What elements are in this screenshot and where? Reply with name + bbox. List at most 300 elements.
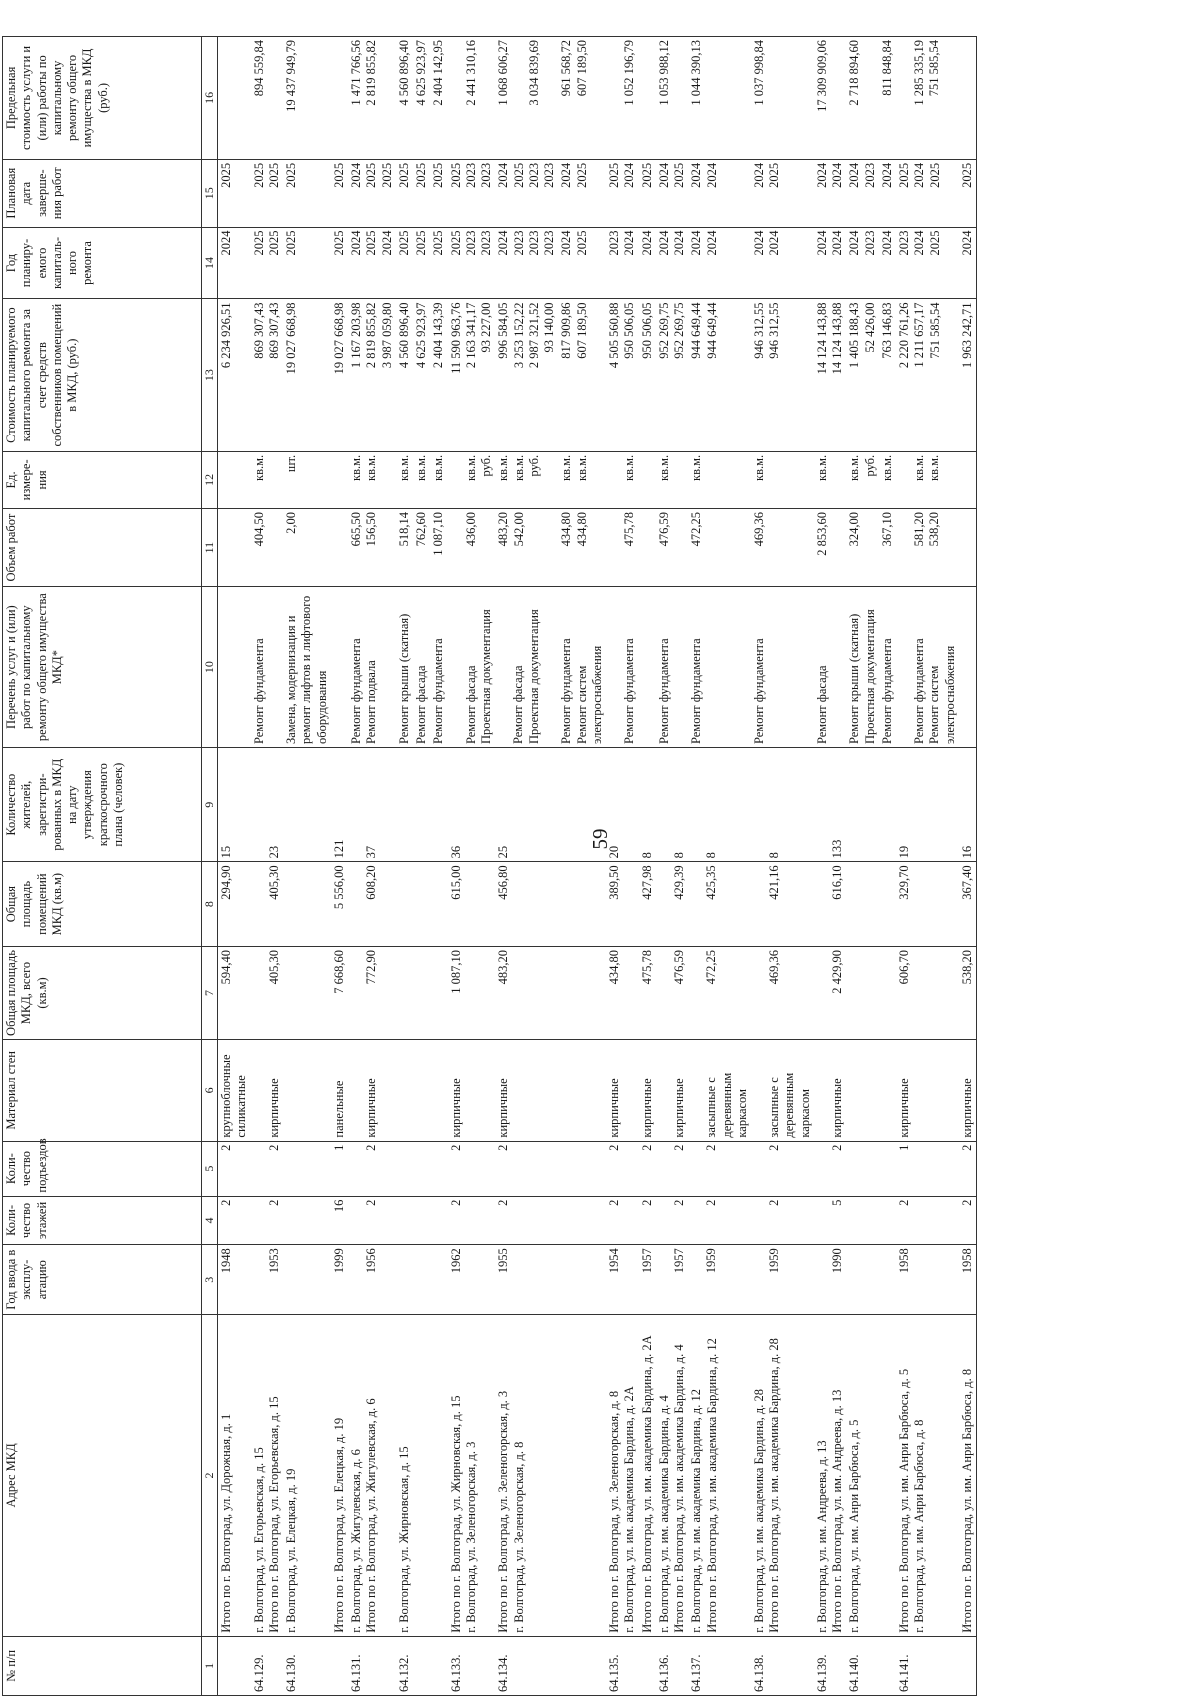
- cell-col-11: [879, 508, 896, 586]
- cell-col-2: [283, 1315, 331, 1637]
- column-number: 3: [202, 1245, 218, 1315]
- cell-col-4: [639, 1196, 656, 1245]
- cell-line: Итого по г. Волгоград, ул. Дорожная, д. 1: [219, 1413, 233, 1633]
- cell-line: 2023: [862, 230, 877, 256]
- cell-col-12: [656, 451, 689, 508]
- cell-col-16: [251, 37, 284, 160]
- table-row: [751, 37, 814, 1696]
- table-row: [879, 37, 896, 1696]
- cell-col-7: [558, 946, 606, 1039]
- cell-line: г. Волгоград, ул. им. академика Бардина, д. 4: [656, 1395, 671, 1633]
- cell-col-2: [846, 1315, 879, 1637]
- cell-line: 869 307,43: [266, 302, 281, 359]
- cell-line: Проектная документация: [478, 609, 493, 745]
- column-header: Год планиру-емого капиталь-ного ремонта: [3, 227, 202, 299]
- cell-col-5: [448, 1141, 496, 1196]
- column-header: Объем работ: [3, 508, 202, 586]
- cell-line: 2024: [496, 162, 511, 188]
- cell-line: 17 309 909,06: [814, 40, 829, 112]
- cell-col-6: [448, 1040, 496, 1142]
- cell-col-10: [430, 587, 447, 748]
- row-number: 64.134.: [496, 1654, 511, 1692]
- cell-line: 2 987 321,52: [526, 302, 541, 369]
- cell-col-8: [218, 862, 251, 947]
- cell-line: кв.м.: [622, 454, 636, 481]
- cell-col-2: [606, 1315, 639, 1637]
- cell-col-1: [558, 1636, 606, 1695]
- cell-col-1: [814, 1636, 847, 1695]
- cell-col-8: [879, 862, 896, 947]
- table-row: [639, 37, 656, 1696]
- cell-col-2: [879, 1315, 896, 1637]
- cell-col-1: [396, 1636, 413, 1695]
- cell-col-5: [814, 1141, 847, 1196]
- cell-line: 751 585,54: [927, 302, 942, 359]
- cell-col-5: [430, 1141, 447, 1196]
- cell-line: 2025: [927, 162, 942, 188]
- cell-line: 1956: [364, 1248, 378, 1274]
- cell-line: [752, 1145, 767, 1193]
- cell-line: 772,90: [364, 949, 378, 985]
- cell-col-2: [348, 1315, 396, 1637]
- cell-line: 2023: [526, 230, 541, 256]
- cell-col-6: [396, 1040, 413, 1142]
- cell-col-14: [218, 227, 251, 299]
- cell-col-11: [846, 508, 879, 586]
- cell-col-16: [896, 37, 959, 160]
- cell-col-11: [495, 508, 558, 586]
- cell-col-10: [495, 587, 558, 748]
- cell-col-8: [751, 862, 814, 947]
- cell-line: 1 211 657,17: [912, 302, 927, 368]
- cell-line: Итого по г. Волгоград, ул. им. академика Бардина, д. 28: [767, 1338, 782, 1633]
- cell-col-7: [396, 946, 413, 1039]
- cell-line: Итого по г. Волгоград, ул. им. Анри Барбюса, д. 8: [959, 1368, 974, 1633]
- table-row: [331, 37, 348, 1696]
- cell-line: 2023: [542, 230, 556, 256]
- cell-col-5: [879, 1141, 896, 1196]
- cell-line: 2: [671, 1199, 686, 1206]
- cell-line: [897, 590, 912, 744]
- cell-line: [449, 590, 464, 744]
- cell-line: 2024: [379, 230, 394, 256]
- cell-line: 1948: [219, 1248, 233, 1274]
- cell-col-6: [430, 1040, 447, 1142]
- cell-col-9: [558, 748, 606, 862]
- cell-line: Ремонт фасада: [814, 665, 829, 745]
- cell-line: Ремонт систем электроснабжения: [927, 645, 957, 745]
- cell-col-2: [688, 1315, 751, 1637]
- row-number: 64.138.: [752, 1654, 766, 1692]
- row-number: [640, 1640, 655, 1692]
- cell-col-7: [751, 946, 814, 1039]
- table-row: [413, 37, 430, 1696]
- cell-col-9: [688, 748, 751, 862]
- cell-line: 2023: [463, 162, 478, 188]
- cell-line: 23: [266, 845, 281, 859]
- cell-col-3: [430, 1245, 447, 1315]
- cell-col-3: [448, 1245, 496, 1315]
- cell-col-14: [558, 227, 606, 299]
- cell-col-15: [751, 159, 814, 227]
- cell-line: 434,80: [559, 511, 574, 547]
- cell-col-5: [751, 1141, 814, 1196]
- cell-line: 1958: [959, 1248, 974, 1274]
- cell-line: г. Волгоград, ул. им. Анри Барбюса, д. 5: [847, 1419, 862, 1633]
- cell-line: 4 560 896,40: [396, 302, 411, 369]
- column-number: 8: [202, 862, 218, 947]
- cell-line: Ремонт фундамента: [879, 638, 894, 745]
- cell-col-12: [558, 451, 606, 508]
- cell-line: кирпичные: [266, 1078, 281, 1138]
- cell-line: Ремонт фасада: [414, 665, 428, 745]
- cell-col-3: [495, 1245, 558, 1315]
- cell-line: 19: [897, 845, 911, 859]
- cell-col-13: [495, 299, 558, 451]
- cell-line: 2025: [897, 162, 911, 188]
- cell-col-3: [218, 1245, 251, 1315]
- cell-col-15: [218, 159, 251, 227]
- cell-line: засыпные с деревянным каркасом: [767, 1072, 812, 1138]
- column-number: 16: [202, 37, 218, 160]
- cell-col-16: [846, 37, 879, 160]
- cell-line: 367,10: [879, 511, 894, 547]
- cell-col-15: [413, 159, 430, 227]
- cell-line: 294,90: [219, 865, 233, 900]
- cell-line: 2025: [607, 162, 621, 188]
- cell-line: 608,20: [364, 865, 378, 900]
- cell-line: 2024: [689, 230, 704, 256]
- cell-line: 762,60: [414, 511, 428, 547]
- cell-line: кв.м.: [656, 454, 671, 481]
- cell-col-5: [495, 1141, 558, 1196]
- cell-line: 2025: [448, 162, 463, 188]
- cell-col-15: [430, 159, 447, 227]
- cell-line: 2025: [414, 230, 428, 256]
- cell-line: [607, 455, 622, 505]
- cell-col-1: [606, 1636, 639, 1695]
- cell-line: 615,00: [448, 865, 463, 900]
- cell-col-9: [251, 748, 284, 862]
- cell-line: Ремонт фундамента: [689, 638, 704, 745]
- cell-line: Ремонт крыши (скатная): [847, 613, 862, 745]
- cell-line: [657, 1043, 672, 1138]
- cell-line: 2023: [526, 162, 541, 188]
- cell-line: кв.м.: [511, 454, 526, 481]
- cell-col-2: [396, 1315, 413, 1637]
- cell-line: кв.м.: [496, 454, 511, 481]
- cell-line: 2024: [496, 230, 511, 256]
- cell-line: 2: [364, 1199, 378, 1206]
- cell-line: 2025: [251, 230, 266, 256]
- cell-line: [349, 1043, 364, 1138]
- cell-col-16: [495, 37, 558, 160]
- cell-col-1: [751, 1636, 814, 1695]
- cell-line: 469,36: [767, 949, 781, 985]
- cell-col-6: [959, 1040, 977, 1142]
- cell-col-3: [396, 1245, 413, 1315]
- cell-line: 93 140,00: [542, 302, 556, 353]
- cell-col-7: [348, 946, 396, 1039]
- table-row: [251, 37, 284, 1696]
- cell-line: 425,35: [704, 865, 719, 900]
- cell-col-4: [879, 1196, 896, 1245]
- cell-col-14: [606, 227, 639, 299]
- cell-line: 2024: [219, 230, 233, 256]
- cell-col-5: [413, 1141, 430, 1196]
- cell-col-2: [814, 1315, 847, 1637]
- cell-line: [689, 1248, 704, 1311]
- column-header: Общая площадь МКД, всего (кв.м): [3, 946, 202, 1039]
- column-header: Адрес МКД: [3, 1315, 202, 1637]
- row-number: [332, 1640, 347, 1692]
- cell-col-15: [688, 159, 751, 227]
- cell-line: 4 625 923,97: [414, 40, 428, 106]
- cell-line: [512, 40, 527, 156]
- cell-col-9: [879, 748, 896, 862]
- cell-col-3: [413, 1245, 430, 1315]
- cell-line: 19 027 668,98: [284, 302, 298, 375]
- cell-col-7: [814, 946, 847, 1039]
- cell-line: 2025: [927, 230, 942, 256]
- cell-col-3: [639, 1245, 656, 1315]
- cell-col-10: [814, 587, 847, 748]
- cell-col-9: [430, 748, 447, 862]
- cell-line: 2025: [379, 162, 394, 188]
- row-number: [219, 1640, 234, 1692]
- cell-col-2: [896, 1315, 959, 1637]
- cell-line: [689, 865, 704, 943]
- table-row: [283, 37, 331, 1696]
- cell-col-4: [396, 1196, 413, 1245]
- cell-col-5: [218, 1141, 251, 1196]
- row-number: 64.135.: [607, 1654, 621, 1692]
- cell-line: 2 819 855,82: [364, 40, 379, 106]
- row-number: 64.137.: [689, 1654, 704, 1692]
- cell-line: [252, 1200, 267, 1242]
- cell-line: кв.м.: [574, 454, 589, 481]
- cell-col-13: [688, 299, 751, 451]
- cell-col-11: [413, 508, 430, 586]
- cell-line: 607 189,50: [574, 40, 589, 97]
- cell-col-5: [283, 1141, 331, 1196]
- cell-line: 19 027 668,98: [331, 302, 346, 375]
- cell-col-8: [430, 862, 447, 947]
- cell-line: кв.м.: [364, 454, 379, 481]
- cell-col-12: [688, 451, 751, 508]
- cell-col-14: [639, 227, 656, 299]
- column-header: Год ввода в эксплу-атацию: [3, 1245, 202, 1315]
- cell-col-5: [251, 1141, 284, 1196]
- cell-col-4: [348, 1196, 396, 1245]
- cell-col-15: [348, 159, 396, 227]
- column-number: 1: [202, 1636, 218, 1695]
- cell-col-10: [959, 587, 977, 748]
- cell-line: 1 405 188,43: [847, 302, 862, 369]
- cell-line: 1959: [704, 1248, 719, 1274]
- cell-line: 952 269,75: [672, 302, 686, 359]
- cell-col-15: [896, 159, 959, 227]
- cell-col-12: [896, 451, 959, 508]
- cell-col-10: [639, 587, 656, 748]
- cell-col-11: [448, 508, 496, 586]
- cell-line: 2023: [463, 230, 478, 256]
- cell-line: [349, 950, 364, 1036]
- row-number: 64.136.: [656, 1654, 671, 1692]
- cell-line: 2024: [767, 230, 782, 256]
- table-row: [814, 37, 847, 1696]
- cell-line: Итого по г. Волгоград, ул. Егорьевская, д. 15: [266, 1396, 281, 1633]
- cell-line: 1955: [496, 1248, 511, 1274]
- cell-line: 946 312,55: [767, 302, 782, 359]
- cell-col-8: [495, 862, 558, 947]
- cell-col-12: [283, 451, 331, 508]
- cell-line: 542,00: [511, 511, 526, 547]
- cell-line: 37: [364, 845, 378, 859]
- cell-line: 2: [266, 1199, 281, 1206]
- cell-col-1: [348, 1636, 396, 1695]
- cell-line: 894 559,84: [251, 40, 266, 97]
- cell-col-14: [430, 227, 447, 299]
- cell-col-14: [251, 227, 284, 299]
- cell-line: 389,50: [607, 865, 621, 900]
- column-number: 7: [202, 946, 218, 1039]
- cell-col-5: [606, 1141, 639, 1196]
- cell-col-15: [606, 159, 639, 227]
- cell-line: кв.м.: [927, 454, 942, 481]
- cell-line: [815, 950, 830, 1036]
- cell-line: 961 568,72: [559, 40, 574, 97]
- cell-col-12: [251, 451, 284, 508]
- cell-line: 4 560 896,40: [396, 40, 411, 106]
- table-row: [430, 37, 447, 1696]
- cell-col-14: [396, 227, 413, 299]
- cell-line: 36: [448, 845, 463, 859]
- cell-line: [752, 1248, 767, 1311]
- cell-col-13: [846, 299, 879, 451]
- cell-line: 2: [767, 1144, 781, 1151]
- cell-col-6: [814, 1040, 847, 1142]
- cell-line: [449, 455, 464, 505]
- row-number: [960, 1640, 975, 1692]
- cell-col-7: [688, 946, 751, 1039]
- cell-line: кирпичные: [448, 1078, 463, 1138]
- cell-col-9: [348, 748, 396, 862]
- rotated-table-wrapper: [2, 36, 1162, 1696]
- cell-line: 469,36: [752, 511, 766, 547]
- cell-line: Ремонт фундамента: [559, 638, 574, 745]
- cell-line: 2: [897, 1199, 911, 1206]
- cell-col-9: [283, 748, 331, 862]
- cell-line: [657, 751, 672, 858]
- cell-line: 472,25: [704, 949, 719, 985]
- cell-line: 472,25: [689, 511, 704, 547]
- cell-col-1: [656, 1636, 689, 1695]
- cell-line: 3 253 152,22: [511, 302, 526, 369]
- cell-line: 2: [448, 1144, 463, 1151]
- cell-line: 2025: [639, 162, 654, 188]
- row-number: 64.130.: [284, 1654, 298, 1692]
- cell-col-3: [251, 1245, 284, 1315]
- cell-col-9: [448, 748, 496, 862]
- column-header: Плановая дата заверше-ния работ: [3, 159, 202, 227]
- column-number-row: [202, 37, 218, 1696]
- cell-col-1: [879, 1636, 896, 1695]
- cell-col-12: [396, 451, 413, 508]
- cell-line: [689, 950, 704, 1036]
- cell-line: 2024: [349, 162, 363, 188]
- cell-line: 1: [897, 1144, 911, 1151]
- cell-line: 2: [607, 1144, 621, 1151]
- cell-col-1: [413, 1636, 430, 1695]
- cell-col-4: [218, 1196, 251, 1245]
- cell-col-14: [688, 227, 751, 299]
- cell-line: 946 312,55: [752, 302, 766, 359]
- cell-line: 421,16: [767, 865, 781, 900]
- cell-line: кирпичные: [671, 1078, 686, 1138]
- column-number: 4: [202, 1196, 218, 1245]
- cell-line: 121: [331, 839, 346, 859]
- cell-line: 2: [496, 1199, 511, 1206]
- cell-line: 2024: [656, 162, 671, 188]
- cell-col-3: [846, 1245, 879, 1315]
- cell-line: 2 163 341,17: [463, 302, 478, 369]
- cell-line: Ремонт фасада: [463, 665, 478, 745]
- column-header: Общая площадь помещений МКД (кв.м): [3, 862, 202, 947]
- cell-line: [752, 1043, 767, 1138]
- table-row: [896, 37, 959, 1696]
- cell-col-14: [348, 227, 396, 299]
- cell-col-13: [879, 299, 896, 451]
- cell-line: 2023: [511, 230, 526, 256]
- table-row: [495, 37, 558, 1696]
- cell-col-5: [656, 1141, 689, 1196]
- cell-line: [252, 751, 267, 858]
- cell-line: 4 505 560,88: [607, 302, 621, 369]
- cell-col-11: [959, 508, 977, 586]
- cell-col-9: [959, 748, 977, 862]
- cell-col-7: [331, 946, 348, 1039]
- cell-line: Итого по г. Волгоград, ул. Жирновская, д. 15: [448, 1395, 463, 1633]
- cell-col-4: [606, 1196, 639, 1245]
- cell-col-4: [430, 1196, 447, 1245]
- cell-col-9: [413, 748, 430, 862]
- cell-line: 2 441 310,16: [463, 40, 478, 106]
- cell-line: кв.м.: [879, 454, 894, 481]
- cell-col-10: [846, 587, 879, 748]
- cell-line: Проектная документация: [862, 609, 877, 745]
- cell-col-7: [846, 946, 879, 1039]
- cell-col-12: [430, 451, 447, 508]
- row-number: [431, 1640, 446, 1692]
- cell-line: 2024: [912, 162, 927, 188]
- cell-line: 1 087,10: [448, 949, 463, 994]
- cell-line: 405,30: [266, 949, 281, 985]
- cell-col-16: [879, 37, 896, 160]
- cell-col-3: [814, 1245, 847, 1315]
- cell-col-16: [606, 37, 639, 160]
- cell-line: Итого по г. Волгоград, ул. им. академика Бардина, д. 4: [672, 1344, 686, 1633]
- cell-col-15: [251, 159, 284, 227]
- cell-col-11: [896, 508, 959, 586]
- cell-line: [689, 751, 704, 858]
- cell-line: 2024: [879, 162, 894, 188]
- cell-col-9: [639, 748, 656, 862]
- cell-line: 404,50: [251, 511, 266, 547]
- cell-line: 2025: [431, 230, 446, 256]
- cell-col-15: [656, 159, 689, 227]
- cell-line: [449, 40, 464, 156]
